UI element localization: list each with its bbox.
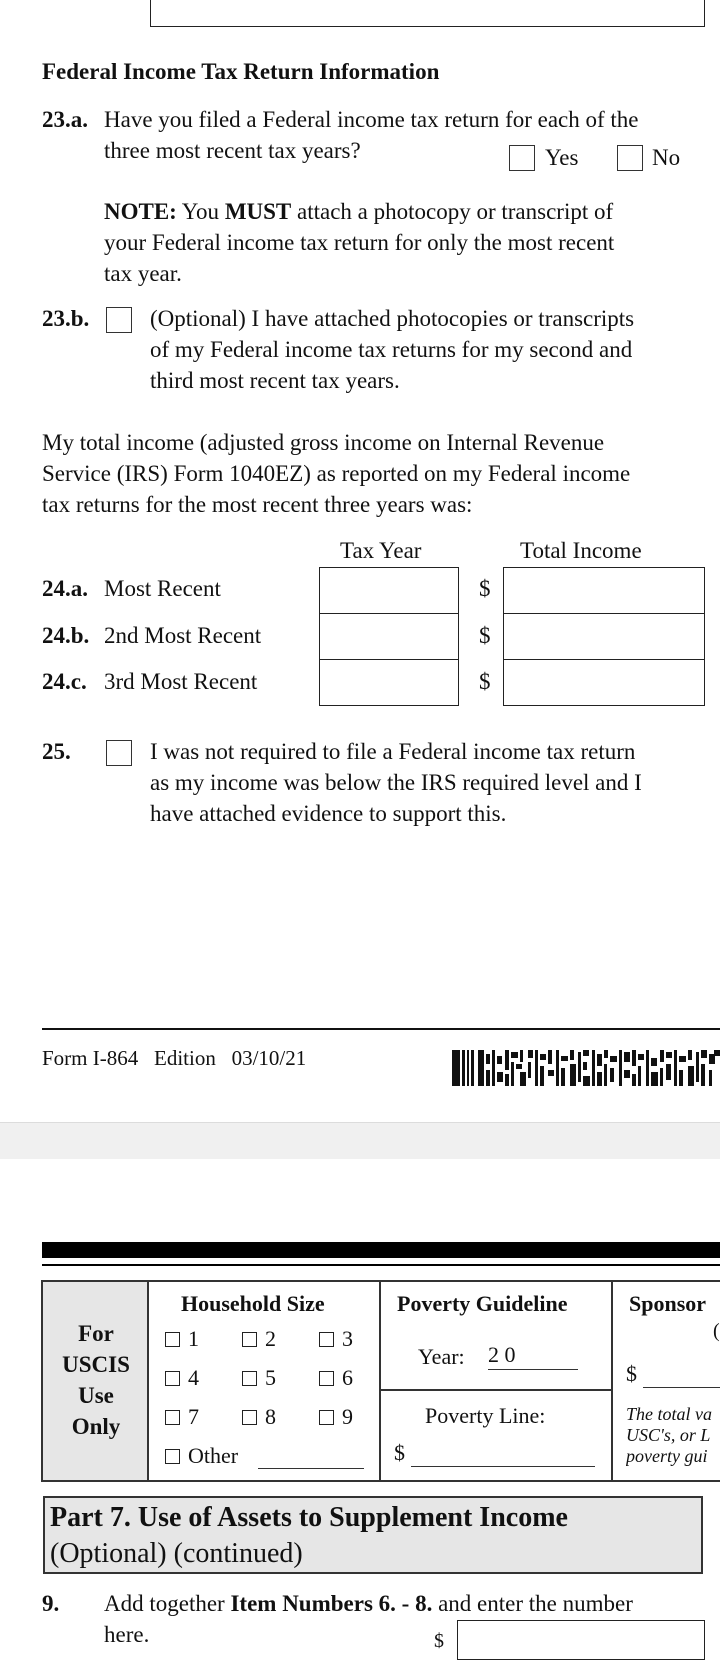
row-b-label: 2nd Most Recent (104, 623, 262, 648)
q25-line2: as my income was below the IRS required level and I (150, 770, 642, 795)
household-option-8[interactable]: 8 (242, 1404, 276, 1430)
q23a-line1: Have you filed a Federal income tax return for each of the (104, 107, 639, 132)
poverty-guideline-title: Poverty Guideline (397, 1291, 568, 1316)
row-c-income-field[interactable] (503, 659, 705, 706)
row-a-label: Most Recent (104, 576, 221, 601)
uscis-label-line: For (78, 1321, 114, 1346)
poverty-line-field[interactable] (411, 1466, 595, 1467)
sponsor-note (626, 1404, 720, 1467)
row-c-number: 24.c. (42, 669, 87, 694)
q9-line1 (104, 1588, 633, 1619)
poverty-inner-divider (381, 1389, 612, 1391)
sponsor-note-line: poverty gui (626, 1446, 708, 1466)
q25-number: 25. (42, 739, 71, 764)
row-b-tax-year-field[interactable] (319, 613, 459, 660)
previous-field-box[interactable] (150, 0, 705, 27)
uscis-label-line: Only (71, 1414, 121, 1439)
footer-edition-label: Edition (154, 1046, 216, 1070)
footer-rule (42, 1028, 720, 1030)
note-must: MUST (224, 199, 292, 224)
q9-post: and enter the number (438, 1591, 633, 1616)
sponsor-note-line: The total va (626, 1404, 712, 1424)
sponsor-currency: $ (626, 1361, 637, 1386)
part7-subtitle: (Optional) (continued) (50, 1538, 303, 1569)
household-option-3[interactable]: 3 (319, 1326, 353, 1352)
q23a-line2: three most recent tax years? (104, 138, 361, 163)
household-option-5[interactable]: 5 (242, 1365, 276, 1391)
q23b-checkbox[interactable] (106, 307, 132, 333)
uscis-label-line: Use (78, 1383, 114, 1408)
poverty-year-label: Year: (418, 1344, 465, 1369)
tax-year-header: Tax Year (340, 538, 422, 563)
row-c-label: 3rd Most Recent (104, 669, 258, 694)
total-income-header: Total Income (520, 538, 642, 563)
q25-line3: have attached evidence to support this. (150, 801, 507, 826)
barcode-image (452, 1050, 720, 1086)
row-b-number: 24.b. (42, 623, 90, 648)
q23a-yes-label: Yes (545, 145, 579, 170)
sponsor-note-line: USC's, or L (626, 1425, 711, 1445)
row-b-income-field[interactable] (503, 613, 705, 660)
row-a-income-field[interactable] (503, 567, 705, 614)
note-line3: tax year. (104, 261, 182, 286)
note-label: NOTE: (104, 199, 177, 224)
part7-title: Part 7. Use of Assets to Supplement Income (50, 1502, 568, 1533)
q23a-yes-checkbox[interactable] (509, 145, 535, 171)
q9-bold: Item Numbers 6. - 8. (230, 1591, 433, 1616)
uscis-label (43, 1318, 149, 1442)
header-thick-bar (42, 1242, 720, 1258)
row-a-tax-year-field[interactable] (319, 567, 459, 614)
household-option-7[interactable]: 7 (165, 1404, 199, 1430)
note-pre: You (181, 199, 220, 224)
row-b-currency: $ (479, 623, 491, 648)
poverty-line-label: Poverty Line: (425, 1403, 546, 1428)
uscis-divider-2 (611, 1282, 613, 1480)
q23a-number: 23.a. (42, 107, 88, 132)
q25-line1: I was not required to file a Federal income tax return (150, 739, 636, 764)
uscis-divider-1 (379, 1282, 381, 1480)
footer-edition-date: 03/10/21 (231, 1046, 307, 1070)
household-option-1[interactable]: 1 (165, 1326, 199, 1352)
q9-currency: $ (434, 1630, 444, 1652)
note-line2: your Federal income tax return for only the most recent (104, 230, 615, 255)
income-intro-line2: Service (IRS) Form 1040EZ) as reported on my Federal income (42, 461, 631, 486)
section-title: Federal Income Tax Return Information (42, 59, 440, 84)
household-option-other[interactable]: Other (165, 1443, 238, 1469)
row-a-number: 24.a. (42, 576, 88, 601)
note-post: attach a photocopy or transcript of (297, 199, 614, 224)
household-size-title: Household Size (181, 1291, 325, 1316)
row-c-currency: $ (479, 669, 491, 694)
note-line1 (104, 196, 613, 227)
uscis-label-line: USCIS (62, 1352, 130, 1377)
q9-line2: here. (104, 1622, 150, 1647)
income-intro-line1: My total income (adjusted gross income on Internal Revenue (42, 430, 605, 455)
household-option-6[interactable]: 6 (319, 1365, 353, 1391)
q23a-no-checkbox[interactable] (617, 145, 643, 171)
household-option-4[interactable]: 4 (165, 1365, 199, 1391)
footer-form-id (42, 1043, 306, 1074)
q23b-line3: third most recent tax years. (150, 368, 400, 393)
household-option-2[interactable]: 2 (242, 1326, 276, 1352)
row-c-tax-year-field[interactable] (319, 659, 459, 706)
poverty-year-value[interactable]: 2 0 (488, 1341, 578, 1370)
header-thin-bar (42, 1264, 720, 1266)
q25-checkbox[interactable] (106, 740, 132, 766)
q23b-line2: of my Federal income tax returns for my second and (150, 337, 633, 362)
sponsor-paren: ( (713, 1320, 720, 1342)
q23b-number: 23.b. (42, 306, 90, 331)
sponsor-amount-field[interactable] (643, 1387, 720, 1388)
q9-pre: Add together (104, 1591, 225, 1616)
page-divider (0, 1122, 720, 1159)
sponsor-title: Sponsor (629, 1291, 707, 1316)
poverty-line-currency: $ (394, 1440, 405, 1465)
footer-form: Form I-864 (42, 1046, 139, 1070)
income-intro-line3: tax returns for the most recent three years was: (42, 492, 473, 517)
household-option-9[interactable]: 9 (319, 1404, 353, 1430)
q9-number: 9. (42, 1591, 60, 1616)
row-a-currency: $ (479, 576, 491, 601)
household-other-line[interactable] (258, 1468, 364, 1469)
q9-amount-field[interactable] (457, 1620, 705, 1660)
q23b-line1: (Optional) I have attached photocopies or transcripts (150, 306, 635, 331)
q23a-no-label: No (652, 145, 681, 170)
